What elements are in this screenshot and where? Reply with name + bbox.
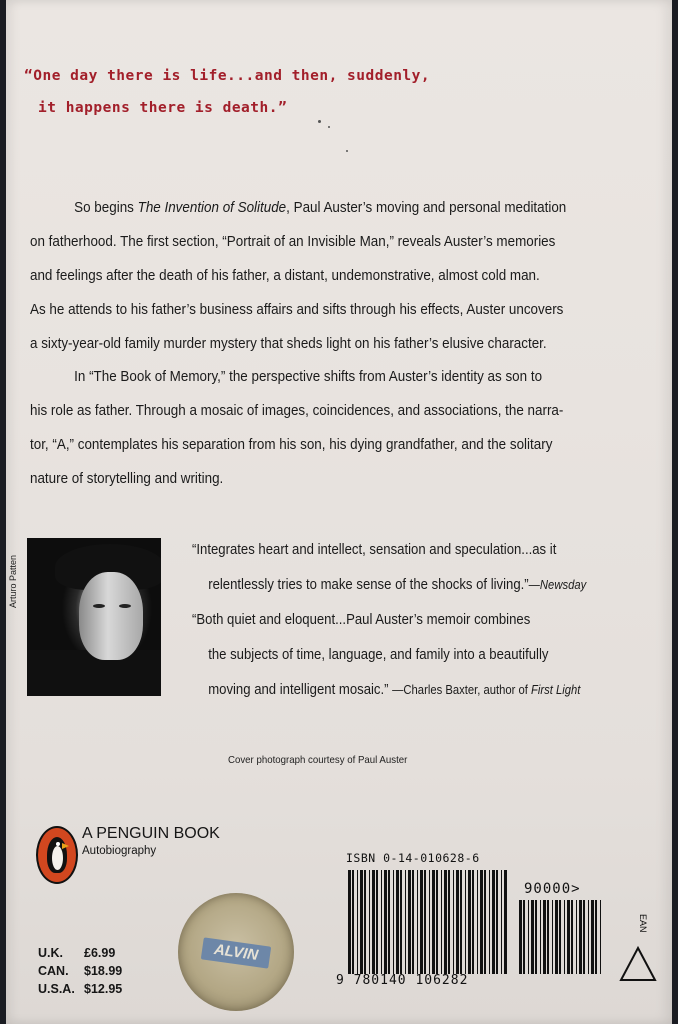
price-row xyxy=(38,944,122,962)
desc-p1-line-3: As he attends to his father’s business affairs and sifts through his effects, Auster uncovers xyxy=(30,302,564,318)
review-2-source-prefix: —Charles Baxter, author of xyxy=(392,683,532,697)
review-2-line-3 xyxy=(192,673,660,708)
desc-p2-line-2: tor, “A,” contemplates his separation from his son, his dying grandfather, and the solitary xyxy=(30,437,553,453)
opening-quote xyxy=(24,60,444,124)
desc-p1-line-0 xyxy=(30,191,591,225)
description-paragraph-1 xyxy=(30,191,591,361)
price-value: $18.99 xyxy=(84,964,123,978)
reviews xyxy=(192,533,660,708)
desc-p1-rest: , Paul Auster’s moving and personal meditation xyxy=(286,200,567,216)
sticker-label: ALVIN xyxy=(201,937,271,968)
penguin-icon xyxy=(36,826,78,884)
barcode-price-code: 90000> xyxy=(524,881,581,897)
cover-photo-credit: Cover photograph courtesy of Paul Auster xyxy=(228,754,408,766)
desc-p1-lead: So begins xyxy=(74,200,138,216)
author-photo xyxy=(27,538,161,696)
quote-line-2: it happens there is death.” xyxy=(38,100,288,116)
review-1-source: —Newsday xyxy=(528,578,587,592)
publisher-name: A PENGUIN BOOK xyxy=(82,825,220,842)
review-2-line-1: “Both quiet and eloquent...Paul Auster’s memoir combines xyxy=(192,612,531,628)
desc-p1-line-4: a sixty-year-old family murder mystery that sheds light on his father’s elusive character. xyxy=(30,336,547,352)
barcode-addon xyxy=(519,900,603,974)
price-value: £6.99 xyxy=(84,946,116,960)
photo-credit: Arturo Patten xyxy=(8,554,18,608)
ean-triangle-icon xyxy=(618,944,658,984)
review-1-text: relentlessly tries to make sense of the shocks of living.” xyxy=(208,577,529,593)
book-category: Autobiography xyxy=(82,845,157,857)
price-value: $12.95 xyxy=(84,982,123,996)
price-list xyxy=(38,944,122,998)
description-paragraph-2 xyxy=(30,360,591,496)
barcode-digits: 9 780140 106282 xyxy=(336,973,469,988)
review-2-source-title: First Light xyxy=(531,683,581,697)
price-country: CAN. xyxy=(38,964,69,978)
print-speck xyxy=(346,150,348,152)
desc-p2-line-3: nature of storytelling and writing. xyxy=(30,471,224,487)
book-back-cover xyxy=(6,0,672,1024)
review-1-line-2 xyxy=(192,568,660,603)
print-speck xyxy=(328,126,330,128)
barcode-main xyxy=(348,870,508,974)
quote-line-1: “One day there is life...and then, suddenly, xyxy=(24,68,431,84)
desc-p1-line-1: on fatherhood. The first section, “Portrait of an Invisible Man,” reveals Auster’s memories xyxy=(30,234,556,250)
ean-label: EAN xyxy=(638,914,648,933)
review-2-source xyxy=(392,683,580,697)
price-country: U.S.A. xyxy=(38,982,75,996)
review-2-text: moving and intelligent mosaic.” xyxy=(208,682,389,698)
desc-p2-line-0: In “The Book of Memory,” the perspective shifts from Auster’s identity as son to xyxy=(74,369,543,385)
review-2-line-2: the subjects of time, language, and family into a beautifully xyxy=(208,647,549,663)
book-title: The Invention of Solitude xyxy=(137,200,287,216)
desc-p1-line-2: and feelings after the death of his father, a distant, undemonstrative, almost cold man. xyxy=(30,268,540,284)
price-row xyxy=(38,980,122,998)
review-1-line-1: “Integrates heart and intellect, sensation and speculation...as it xyxy=(192,542,557,558)
price-country: U.K. xyxy=(38,946,63,960)
desc-p2-line-1: his role as father. Through a mosaic of images, coincidences, and associations, the narra- xyxy=(30,403,564,419)
price-row xyxy=(38,962,122,980)
isbn-number: ISBN 0-14-010628-6 xyxy=(346,851,480,865)
print-speck xyxy=(318,120,321,123)
